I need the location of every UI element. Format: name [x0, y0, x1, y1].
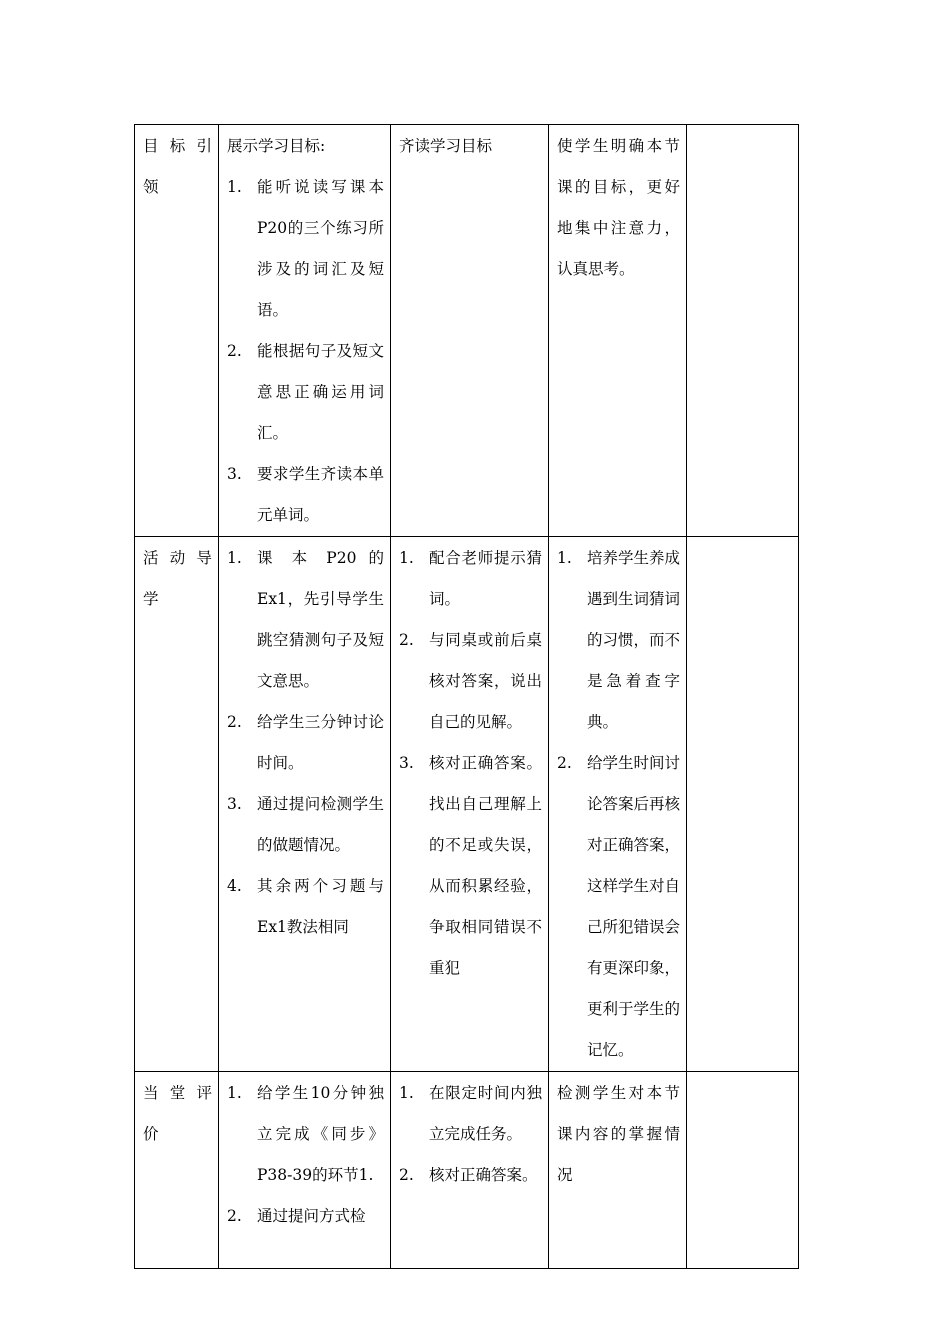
student-activity-cell — [391, 1072, 549, 1269]
list-item — [227, 538, 384, 702]
purpose-text: 检测学生对本节课内容的掌握情况 — [557, 1084, 680, 1184]
list-item — [227, 784, 384, 866]
list-item — [557, 743, 680, 1071]
item-text: 核对正确答案。找出自己理解上的不足或失误，从而积累经验，争取相同错误不重犯 — [429, 754, 542, 977]
list-item — [399, 620, 542, 743]
purpose-text: 使学生明确本节课的目标，更好地集中注意力，认真思考。 — [557, 137, 680, 278]
teacher-activity-cell — [219, 125, 391, 537]
item-number: 3. — [399, 754, 414, 772]
item-number: 1. — [399, 1084, 414, 1102]
stage-label-line: 学 — [143, 590, 159, 608]
stage-label-line: 价 — [143, 1125, 159, 1143]
student-text: 齐读学习目标 — [399, 137, 493, 155]
item-number: 1. — [227, 1084, 242, 1102]
table-row — [135, 537, 799, 1072]
item-number: 4. — [227, 877, 242, 895]
item-number: 1. — [227, 178, 242, 196]
item-text: 能听说读写课本P20的三个练习所涉及的词汇及短语。 — [257, 178, 384, 319]
item-number: 1. — [227, 549, 242, 567]
item-text: 要求学生齐读本单元单词。 — [257, 465, 384, 524]
list-item — [399, 1155, 542, 1196]
student-activity-cell — [391, 537, 549, 1072]
item-text: 在限定时间内独立完成任务。 — [429, 1084, 542, 1143]
item-text: 与同桌或前后桌核对答案，说出自己的见解。 — [429, 631, 542, 731]
stage-label-line: 目 标 引 — [143, 137, 212, 155]
stage-label-line: 活 动 导 — [143, 549, 212, 567]
stage-label-line: 领 — [143, 178, 159, 196]
list-item — [557, 538, 680, 743]
item-text: 配合老师提示猜词。 — [429, 549, 542, 608]
teacher-activity-cell — [219, 1072, 391, 1269]
list-item — [227, 167, 384, 331]
table-row — [135, 1072, 799, 1269]
list-item — [399, 538, 542, 620]
purpose-cell — [549, 1072, 687, 1269]
item-text: 给学生10分钟独立完成《同步》P38-39的环节1. — [257, 1084, 384, 1184]
item-number: 2. — [399, 631, 414, 649]
list-item — [227, 702, 384, 784]
list-item — [227, 1073, 384, 1196]
item-number: 3. — [227, 465, 242, 483]
item-text: 通过提问方式检 — [257, 1207, 366, 1225]
list-item — [227, 454, 384, 536]
stage-label-line: 当 堂 评 — [143, 1084, 212, 1102]
stage-cell — [135, 1072, 219, 1269]
item-number: 2. — [227, 713, 242, 731]
list-item — [227, 866, 384, 948]
stage-cell — [135, 125, 219, 537]
item-number: 1. — [399, 549, 414, 567]
lesson-plan-table — [134, 124, 799, 1269]
item-number: 1. — [557, 549, 572, 567]
item-text: 课 本 P20 的Ex1，先引导学生跳空猜测句子及短文意思。 — [257, 549, 384, 690]
list-item — [399, 743, 542, 989]
item-number: 2. — [399, 1166, 414, 1184]
item-number: 2. — [557, 754, 572, 772]
item-number: 2. — [227, 342, 242, 360]
student-activity-cell — [391, 125, 549, 537]
list-item — [227, 1196, 384, 1237]
list-item — [227, 331, 384, 454]
item-text: 能根据句子及短文意思正确运用词汇。 — [257, 342, 384, 442]
table-row — [135, 125, 799, 537]
teacher-intro: 展示学习目标: — [227, 137, 326, 155]
stage-cell — [135, 537, 219, 1072]
item-text: 核对正确答案。 — [429, 1166, 538, 1184]
note-cell — [687, 1072, 799, 1269]
item-number: 3. — [227, 795, 242, 813]
item-number: 2. — [227, 1207, 242, 1225]
item-text: 培养学生养成遇到生词猜词的习惯，而不是急着查字典。 — [587, 549, 681, 731]
purpose-cell — [549, 125, 687, 537]
note-cell — [687, 125, 799, 537]
teacher-activity-cell — [219, 537, 391, 1072]
item-text: 给学生时间讨论答案后再核对正确答案，这样学生对自己所犯错误会有更深印象，更利于学生的记忆。 — [587, 754, 681, 1059]
note-cell — [687, 537, 799, 1072]
list-item — [399, 1073, 542, 1155]
item-text: 给学生三分钟讨论时间。 — [257, 713, 384, 772]
item-text: 通过提问检测学生的做题情况。 — [257, 795, 384, 854]
purpose-cell — [549, 537, 687, 1072]
item-text: 其余两个习题与Ex1教法相同 — [257, 877, 384, 936]
